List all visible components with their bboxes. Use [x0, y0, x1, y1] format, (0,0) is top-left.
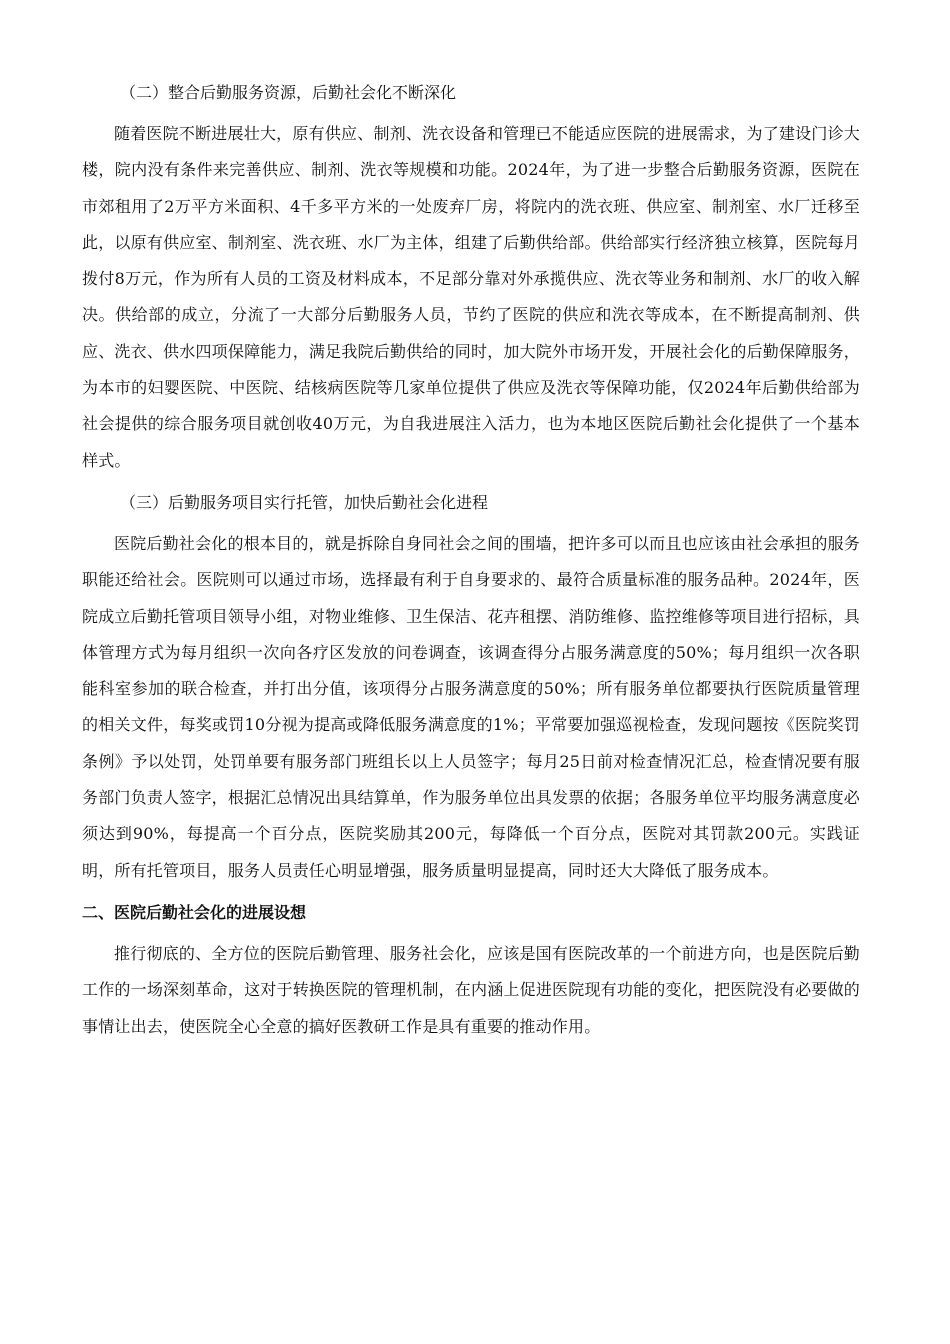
section-heading-outsourcing: （三）后勤服务项目实行托管，加快后勤社会化进程 [120, 492, 489, 512]
paragraph-supply-department: 随着医院不断进展壮大，原有供应、制剂、洗衣设备和管理已不能适应医院的进展需求，为了建设门诊大楼，院内没有条件来完善供应、制剂、洗衣等规模和功能。2024年，为了进一步整合后勤服务资源，医院在市郊租用了2万平方米面积、4千多平方米的一处废弃厂房，将院内的洗衣班、供应室、制剂室、水厂迁移至此，以原有供应室、制剂室、洗衣班、水厂为主体，组建了后勤供给部。供给部实行经济独立核算，医院每月拨付8万元，作为所有人员的工资及材料成本，不足部分靠对外承揽供应、洗衣等业务和制剂、水厂的收入解决。供给部的成立，分流了一大部分后勤服务人员，节约了医院的供应和洗衣等成本，在不断提高制剂、供应、洗衣、供水四项保障能力，满足我院后勤供给的同时，加大院外市场开发，开展社会化的后勤保障服务，为本市的妇婴医院、中医院、结核病医院等几家单位提供了供应及洗衣等保障功能，仅2024年后勤供给部为社会提供的综合服务项目就创收40万元，为自我进展注入活力，也为本地区医院后勤社会化提供了一个基本样式。 [82, 124, 860, 470]
paragraph-outsourcing-management: 医院后勤社会化的根本目的，就是拆除自身同社会之间的围墙，把许多可以而且也应该由社会承担的服务职能还给社会。医院则可以通过市场，选择最有利于自身要求的、最符合质量标准的服务品种。2024年，医院成立后勤托管项目领导小组，对物业维修、卫生保洁、花卉租摆、消防维修、监控维修等项目进行招标，具体管理方式为每月组织一次向各疗区发放的问卷调查，该调查得分占服务满意度的50%；每月组织一次各职能科室参加的联合检查，并打出分值，该项得分占服务满意度的50%；所有服务单位都要执行医院质量管理的相关文件，每奖或罚10分视为提高或降低服务满意度的1%；平常要加强巡视检查，发现问题按《医院奖罚条例》予以处罚，处罚单要有服务部门班组长以上人员签字；每月25日前对检查情况汇总，检查情况要有服务部门负责人签字，根据汇总情况出具结算单，作为服务单位出具发票的依据；各服务单位平均服务满意度必须达到90%，每提高一个百分点，医院奖励其200元，每降低一个百分点，医院对其罚款200元。实践证明，所有托管项目，服务人员责任心明显增强，服务质量明显提高，同时还大大降低了服务成本。 [82, 533, 860, 880]
paragraph-development-direction: 推行彻底的、全方位的医院后勤管理、服务社会化，应该是国有医院改革的一个前进方向，也是医院后勤工作的一场深刻革命，这对于转换医院的管理机制，在内涵上促进医院现有功能的变化，把医院没有必要做的事情让出去，使医院全心全意的搞好医教研工作是具有重要的推动作用。 [82, 943, 860, 1036]
section-heading-integrate-resources: （二）整合后勤服务资源，后勤社会化不断深化 [120, 83, 457, 102]
main-heading-development-plan: 二、医院后勤社会化的进展设想 [82, 902, 307, 922]
document-page [82, 74, 860, 1045]
